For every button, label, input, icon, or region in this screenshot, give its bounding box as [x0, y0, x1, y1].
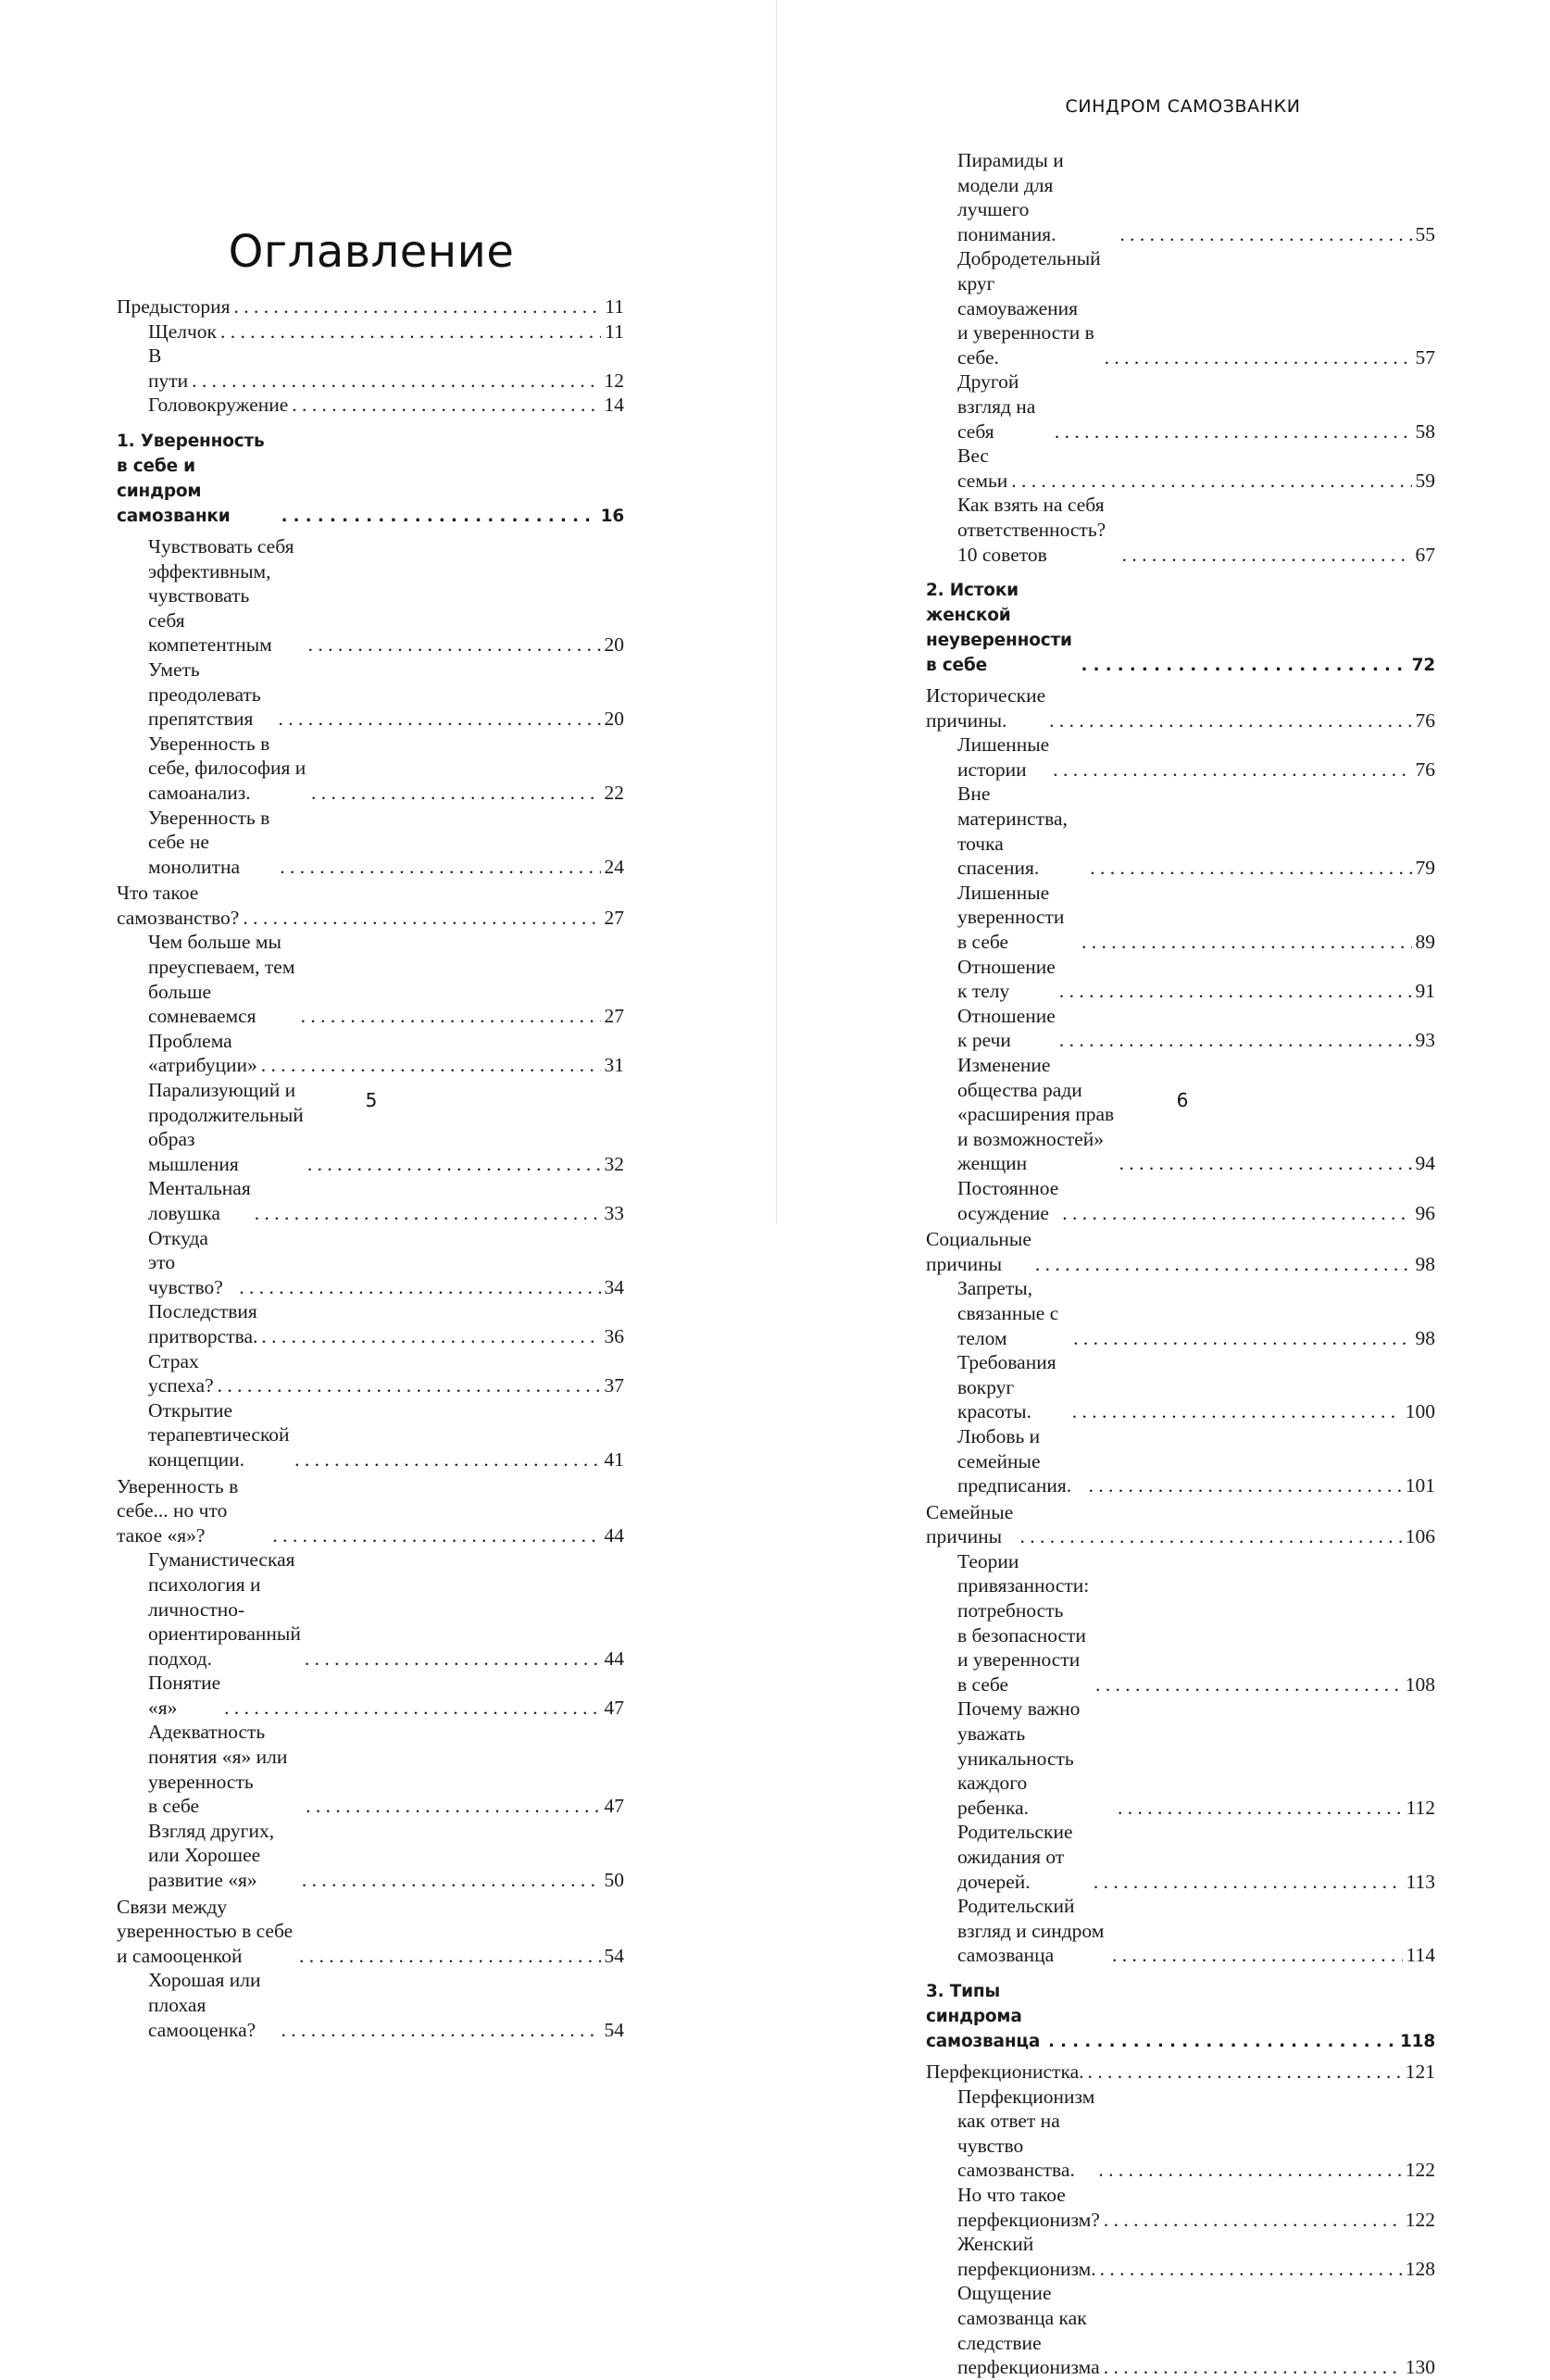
toc-entry-title: [957, 1004, 1056, 1053]
toc-entry-title-line: Понятие «я»: [148, 1672, 221, 1719]
toc-entry[interactable]: [926, 370, 1435, 444]
toc-entry[interactable]: [117, 1819, 624, 1893]
toc-page-number: 112: [1406, 1796, 1435, 1819]
toc-entry[interactable]: [117, 534, 624, 658]
dot-leader: [1011, 469, 1411, 494]
toc-entry-title-line: Семейные причины: [926, 1500, 1014, 1548]
toc-entry-title: [148, 319, 217, 344]
toc-page-number: 59: [1415, 469, 1435, 492]
toc-entry-title-line: Отношение к телу: [957, 955, 1056, 1003]
toc-entry[interactable]: [117, 881, 624, 930]
dot-leader: [1089, 1473, 1402, 1498]
toc-entry[interactable]: [926, 955, 1435, 1004]
toc-entry-title-line: Постоянное осуждение: [957, 1176, 1059, 1224]
toc-entry-title-continuation: в безопасности и уверенности в себе: [957, 1623, 1086, 1696]
toc-entry-title-line: Связи между уверенностью в себе и самооценкой: [117, 1895, 294, 1967]
toc-entry[interactable]: [117, 319, 624, 344]
toc-entry-title-line: Как взять на себя ответственность? 10 советов: [957, 494, 1106, 566]
toc-entry[interactable]: [926, 1276, 1435, 1350]
dot-leader: [1081, 653, 1407, 678]
toc-entry[interactable]: [926, 1697, 1435, 1820]
toc-entry-title: [148, 1720, 302, 1818]
dot-leader: [306, 1794, 600, 1819]
toc-page-number: 89: [1415, 931, 1435, 954]
page-number-left: 5: [365, 1089, 378, 1111]
toc-entry-title-continuation: сомневаемся: [148, 1005, 256, 1028]
toc-entry[interactable]: [117, 1029, 624, 1078]
dot-leader: [218, 1373, 601, 1398]
toc-entry-title: [117, 294, 230, 319]
toc-entry-title-line: Другой взгляд на себя: [957, 370, 1036, 443]
toc-entry-title: [957, 881, 1078, 955]
toc-entry-title-line: Щелчок: [148, 319, 217, 343]
toc-entry-title-continuation: в себе: [148, 1795, 200, 1818]
toc-entry[interactable]: [117, 1968, 624, 2042]
toc-entry-title-line: Предыстория: [117, 295, 231, 318]
dot-leader: [1059, 979, 1412, 1004]
toc-entry-title-line: Уметь преодолевать препятствия: [148, 658, 261, 731]
toc-entry-title: [926, 1500, 1016, 1549]
toc-page-number: 11: [605, 295, 624, 318]
toc-page-number: 108: [1405, 1672, 1435, 1696]
toc-entry-title-line: Но что такое перфекционизм?: [957, 2183, 1100, 2231]
dot-leader: [1104, 2208, 1402, 2233]
toc-entry-title-line: Уверенность в себе, философия и самоанализ.: [148, 732, 306, 804]
toc-page-number: 12: [604, 369, 624, 392]
toc-page-number: 54: [604, 1944, 624, 1967]
dot-leader: [261, 1053, 601, 1078]
toc-entry-title: [926, 1227, 1031, 1276]
toc-entry-title: [957, 733, 1049, 782]
toc-entry-title: [148, 1547, 301, 1671]
toc-entry-title: [148, 1819, 298, 1893]
toc-entry[interactable]: [926, 1894, 1435, 1968]
toc-entry[interactable]: [117, 658, 624, 732]
dot-leader: [294, 1447, 600, 1472]
toc-entry[interactable]: [926, 1500, 1435, 1549]
toc-entry-title-line: Вне материнства, точка спасения.: [957, 783, 1068, 880]
toc-entry-title: [957, 148, 1116, 246]
toc-entry-title: [957, 1350, 1069, 1424]
dot-leader: [292, 393, 600, 418]
toc-entry-title: [957, 1820, 1090, 1894]
toc-entry-title-line: В пути: [148, 344, 189, 392]
toc-page-number: 44: [604, 1647, 624, 1670]
toc-entry-title: [926, 2060, 1084, 2085]
toc-entry-title-continuation: себя компетентным: [148, 608, 272, 657]
toc-entry-title-line: Последствия притворства.: [148, 1300, 258, 1347]
toc-entry-title: [148, 1029, 257, 1078]
dot-leader: [220, 319, 601, 344]
toc-page-number: 76: [1415, 758, 1435, 781]
toc-page-number: 72: [1411, 656, 1435, 676]
toc-page-number: 20: [604, 708, 624, 731]
dot-leader: [305, 1647, 601, 1672]
toc-page-number: 113: [1406, 1870, 1435, 1893]
toc-page-number: 55: [1415, 222, 1435, 245]
toc-entry-title-line: Взгляд других, или Хорошее развитие «я»: [148, 1819, 275, 1892]
toc-entry-title: [957, 1276, 1069, 1350]
dot-leader: [1095, 1672, 1402, 1697]
dot-leader: [192, 369, 600, 394]
toc-page-number: 93: [1415, 1029, 1435, 1052]
toc-entry[interactable]: [926, 1549, 1435, 1697]
toc-entry-title-line: Лишенные истории: [957, 733, 1050, 781]
toc-entry-title-continuation: и уверенности в себе.: [957, 321, 1094, 369]
dot-leader: [1049, 708, 1411, 733]
toc-entry-title-continuation: ориентированный подход.: [148, 1622, 301, 1670]
toc-entry[interactable]: [117, 1299, 624, 1348]
toc-entry-title: [957, 1697, 1114, 1820]
dot-leader: [261, 1324, 600, 1349]
dot-leader: [299, 1944, 601, 1969]
toc-entry-title: [957, 2232, 1096, 2281]
toc-entry-title: [117, 881, 239, 930]
toc-entry-title: [957, 1894, 1108, 1968]
dot-leader: [1035, 1252, 1412, 1277]
toc-entry-title-continuation: и возможностей» женщин: [957, 1127, 1105, 1175]
dot-leader: [278, 707, 600, 732]
toc-entry[interactable]: [926, 2060, 1435, 2085]
toc-entry-title-line: Откуда это чувство?: [148, 1226, 223, 1298]
dot-leader: [311, 781, 601, 806]
dot-leader: [1112, 1943, 1403, 1968]
toc-page-number: 50: [604, 1869, 624, 1892]
toc-entry-title: [148, 1349, 214, 1398]
toc-entry-title-line: Социальные причины: [926, 1228, 1031, 1275]
toc-entry-title: [957, 2085, 1094, 2183]
dot-leader: [1105, 345, 1412, 370]
dot-leader: [1090, 856, 1411, 881]
toc-page-number: 114: [1406, 1944, 1435, 1967]
toc-entry-title-line: Ментальная ловушка: [148, 1177, 251, 1224]
toc-entry[interactable]: [926, 1350, 1435, 1424]
dot-leader: [308, 633, 601, 658]
toc-page-number: 37: [604, 1374, 624, 1397]
toc-entry-title-line: Почему важно уважать уникальность каждого: [957, 1697, 1081, 1795]
toc-entry[interactable]: [117, 1474, 624, 1548]
toc-page-number: 47: [604, 1795, 624, 1818]
dot-leader: [1062, 1201, 1411, 1226]
dot-leader: [224, 1696, 600, 1721]
toc-page-number: 100: [1405, 1400, 1435, 1423]
toc-page-number: 106: [1405, 1525, 1435, 1548]
toc-entry-title: [926, 1979, 1044, 2054]
toc-page-number: 98: [1415, 1326, 1435, 1349]
toc-page-number: 58: [1415, 420, 1435, 443]
dot-leader: [280, 855, 600, 880]
toc-entry-title-line: Чем больше мы преуспеваем, тем больше: [148, 931, 295, 1003]
toc-entry-title-line: Изменение общества ради «расширения прав: [957, 1054, 1115, 1126]
toc-entry-title-line: Любовь и семейные предписания.: [957, 1424, 1072, 1497]
toc-entry-title-continuation: перфекционизма: [957, 2356, 1100, 2379]
toc-entry-title: [148, 1299, 257, 1348]
dot-leader: [1100, 2257, 1402, 2282]
toc-entry-title: [148, 393, 288, 418]
toc-entry-title: [117, 1895, 295, 1969]
toc-entry[interactable]: [926, 683, 1435, 733]
dot-leader: [1059, 1028, 1412, 1053]
toc-page-number: 79: [1415, 857, 1435, 880]
dot-leader: [1104, 2355, 1402, 2380]
toc-entry-title-line: Отношение к речи: [957, 1004, 1056, 1052]
toc-page-number: 32: [604, 1152, 624, 1175]
toc-entry-title-continuation: ребенка.: [957, 1796, 1030, 1819]
toc-entry-title-line: Перфекционизм как ответ на чувство: [957, 2085, 1095, 2157]
toc-entry-title-line: Парализующий и продолжительный образ: [148, 1079, 304, 1151]
toc-entry-title: [148, 732, 307, 806]
toc-entry-title-line: 1. Уверенность в себе и синдром самозванки: [117, 431, 265, 526]
toc-entry-title-line: Ощущение самозванца как следствие: [957, 2282, 1087, 2354]
toc-page-number: 41: [604, 1447, 624, 1471]
toc-entry-title: [148, 1226, 235, 1300]
toc-page-number: 121: [1405, 2060, 1435, 2083]
dot-leader: [239, 1275, 600, 1300]
toc-page-number: 67: [1415, 543, 1435, 566]
toc-page-number: 130: [1405, 2356, 1435, 2379]
toc-entry[interactable]: [117, 294, 624, 319]
toc-page-number: 118: [1399, 2031, 1435, 2051]
toc-entry-title: [957, 955, 1056, 1004]
toc-page-number: 101: [1405, 1474, 1435, 1497]
dot-leader: [255, 1201, 601, 1226]
dot-leader: [1081, 930, 1411, 955]
toc-entry-title: [148, 806, 276, 880]
toc-entry-title-line: Гуманистическая психология и личностно-: [148, 1548, 295, 1621]
toc-entry-title-line: Адекватность понятия «я» или уверенность: [148, 1721, 288, 1793]
toc-entry-title: [957, 782, 1086, 880]
toc-entry-title: [957, 444, 1007, 493]
left-page: [0, 0, 776, 2041]
toc-page-number: 11: [605, 319, 624, 343]
toc-entry-title-line: Уверенность в себе не монолитна: [148, 806, 270, 878]
toc-entry[interactable]: [117, 393, 624, 418]
toc-entry-title-line: Родительские ожидания от дочерей.: [957, 1821, 1073, 1893]
toc-entry-title: [148, 1078, 304, 1176]
dot-leader: [1019, 1524, 1401, 1549]
toc-entry-title-line: Головокружение: [148, 394, 289, 417]
dot-leader: [302, 1868, 601, 1893]
toc-entry-title-line: Пирамиды и модели для лучшего понимания.: [957, 149, 1064, 245]
toc-entry-title: [148, 930, 297, 1028]
toc-entry-title-line: Хорошая или плохая самооценка?: [148, 1969, 261, 2041]
toc-entry-title: [957, 493, 1119, 567]
toc-entry-title: [148, 1398, 291, 1472]
toc-entry-title-line: Женский перфекционизм.: [957, 2233, 1096, 2280]
toc-entry[interactable]: [926, 1424, 1435, 1498]
toc-entry-title: [957, 1549, 1092, 1697]
toc-entry-title-line: Добродетельный круг самоуважения: [957, 247, 1101, 319]
toc-entry[interactable]: [117, 1720, 624, 1818]
toc-page-number: 33: [604, 1202, 624, 1224]
toc-entry[interactable]: [926, 1053, 1435, 1176]
toc-entry[interactable]: [117, 1671, 624, 1720]
toc-entry[interactable]: [117, 1895, 624, 1969]
toc-page-number: 91: [1415, 980, 1435, 1003]
toc-page-number: 27: [604, 906, 624, 929]
toc-entry-title: [957, 370, 1051, 444]
toc-page-number: 24: [604, 855, 624, 878]
toc-entry-title-line: Требования вокруг красоты.: [957, 1351, 1056, 1423]
toc-entry[interactable]: [117, 930, 624, 1028]
page-number-right: 6: [1176, 1089, 1189, 1111]
toc-entry-title-line: Запреты, связанные с телом: [957, 1277, 1059, 1349]
toc-entry-title: [148, 1968, 278, 2042]
toc-entry-title-line: Чувствовать себя эффективным, чувствовать: [148, 534, 294, 608]
toc-page-number: 31: [604, 1054, 624, 1077]
toc-entry-title-line: Теории привязанности: потребность: [957, 1549, 1090, 1622]
toc-entry-title: [957, 1053, 1116, 1176]
toc-page-number: 98: [1415, 1252, 1435, 1275]
dot-leader: [1088, 2060, 1402, 2085]
toc-entry-title: [926, 578, 1077, 678]
toc-entry[interactable]: [926, 1176, 1435, 1225]
toc-page-number: 34: [604, 1275, 624, 1298]
toc-entry-title: [117, 429, 278, 529]
toc-page-number: 76: [1415, 708, 1435, 732]
toc-page-number: 27: [604, 1005, 624, 1028]
toc-entry[interactable]: [926, 444, 1435, 493]
toc-entry[interactable]: [117, 1398, 624, 1472]
toc-entry[interactable]: [117, 1547, 624, 1671]
dot-leader: [1119, 1151, 1412, 1176]
toc-entry-title-line: Проблема «атрибуции»: [148, 1029, 257, 1077]
dot-leader: [1098, 2158, 1401, 2183]
toc-entry-title: [957, 1424, 1085, 1498]
toc-entry-title: [957, 1176, 1058, 1225]
toc-entry-title-line: Лишенные уверенности в себе: [957, 881, 1065, 954]
toc-entry[interactable]: [926, 733, 1435, 782]
dot-leader: [243, 906, 600, 931]
book-gutter-divider: [776, 0, 777, 1224]
toc-entry[interactable]: [926, 2232, 1435, 2281]
dot-leader: [1053, 758, 1411, 783]
toc-entry-title: [117, 1474, 269, 1548]
toc-entry[interactable]: [117, 1176, 624, 1225]
toc-page-number: 57: [1415, 345, 1435, 369]
page-title: Оглавление: [228, 226, 515, 279]
toc-entry-title-line: Вес семьи: [957, 445, 1008, 492]
toc-entry-title: [148, 658, 274, 732]
toc-entry[interactable]: [926, 1004, 1435, 1053]
dot-leader: [1122, 543, 1412, 568]
toc-entry-title: [148, 344, 188, 393]
toc-page-number: 122: [1405, 2159, 1435, 2182]
dot-leader: [281, 2018, 601, 2043]
dot-leader: [1055, 420, 1412, 445]
toc-entry[interactable]: [926, 2085, 1435, 2183]
toc-entry-title-line: Открытие терапевтической концепции.: [148, 1398, 290, 1471]
dot-leader: [1072, 1399, 1402, 1424]
toc-entry-title-line: Исторические причины.: [926, 684, 1046, 732]
toc-page-number: 36: [604, 1324, 624, 1347]
toc-entry-title-line: Родительский взгляд и синдром самозванца: [957, 1895, 1105, 1967]
dot-leader: [307, 1152, 601, 1177]
toc-entry[interactable]: [926, 246, 1435, 370]
toc-page-number: 96: [1415, 1201, 1435, 1224]
toc-entry[interactable]: [117, 1226, 624, 1300]
toc-entry[interactable]: [926, 148, 1435, 246]
toc-page-number: 94: [1415, 1152, 1435, 1175]
dot-leader: [272, 1523, 600, 1548]
toc-entry-title: [957, 2183, 1100, 2232]
toc-entry-title-line: Уверенность в себе... но что такое «я»?: [117, 1474, 239, 1547]
toc-entry[interactable]: [926, 1227, 1435, 1276]
toc-chapter-entry[interactable]: [117, 429, 624, 529]
toc-entry[interactable]: [117, 732, 624, 806]
toc-page-number: 54: [604, 2018, 624, 2041]
toc-entry[interactable]: [926, 2281, 1435, 2379]
toc-entry[interactable]: [926, 1820, 1435, 1894]
toc-page-number: 128: [1405, 2257, 1435, 2280]
toc-page-number: 20: [604, 633, 624, 657]
toc-page-number: 22: [604, 781, 624, 804]
toc-entry-title-line: 3. Типы синдрома самозванца: [926, 1981, 1041, 2051]
dot-leader: [281, 504, 597, 529]
toc-chapter-entry[interactable]: [926, 578, 1435, 678]
toc-entry[interactable]: [117, 344, 624, 393]
toc-entry[interactable]: [117, 1349, 624, 1398]
toc-list-left: [117, 294, 624, 2042]
toc-page-number: 44: [604, 1523, 624, 1547]
toc-entry-title-line: 2. Истоки женской неуверенности в себе: [926, 581, 1072, 676]
dot-leader: [301, 1004, 601, 1029]
toc-page-number: 14: [604, 394, 624, 417]
toc-entry-title: [926, 683, 1045, 733]
toc-entry-title-continuation: мышления: [148, 1152, 239, 1175]
running-header: СИНДРОМ САМОЗВАНКИ: [1065, 96, 1301, 117]
toc-entry[interactable]: [926, 782, 1435, 880]
dot-leader: [1094, 1870, 1403, 1895]
toc-entry-title-continuation: самозванства.: [957, 2159, 1075, 2182]
dot-leader: [1119, 222, 1411, 247]
toc-entry-title-line: Страх успеха?: [148, 1349, 214, 1397]
dot-leader: [1048, 2029, 1396, 2054]
toc-list-right: [926, 148, 1435, 2380]
toc-entry-title-line: Перфекционистка.: [926, 2060, 1084, 2083]
toc-entry-title: [148, 1176, 251, 1225]
toc-page-number: 122: [1405, 2208, 1435, 2231]
toc-entry-title-line: Что такое самозванство?: [117, 882, 240, 929]
toc-page-number: 47: [604, 1696, 624, 1719]
toc-entry[interactable]: [926, 2183, 1435, 2232]
toc-entry-title: [957, 246, 1101, 370]
dot-leader: [233, 294, 601, 319]
toc-entry[interactable]: [117, 806, 624, 880]
toc-entry-title: [148, 534, 305, 658]
dot-leader: [1118, 1796, 1403, 1821]
toc-entry[interactable]: [926, 493, 1435, 567]
dot-leader: [1073, 1326, 1411, 1351]
toc-page-number: 16: [600, 506, 624, 526]
toc-entry-title: [957, 2281, 1100, 2379]
toc-chapter-entry[interactable]: [926, 1979, 1435, 2054]
toc-entry-title: [148, 1671, 220, 1720]
toc-entry[interactable]: [926, 881, 1435, 955]
